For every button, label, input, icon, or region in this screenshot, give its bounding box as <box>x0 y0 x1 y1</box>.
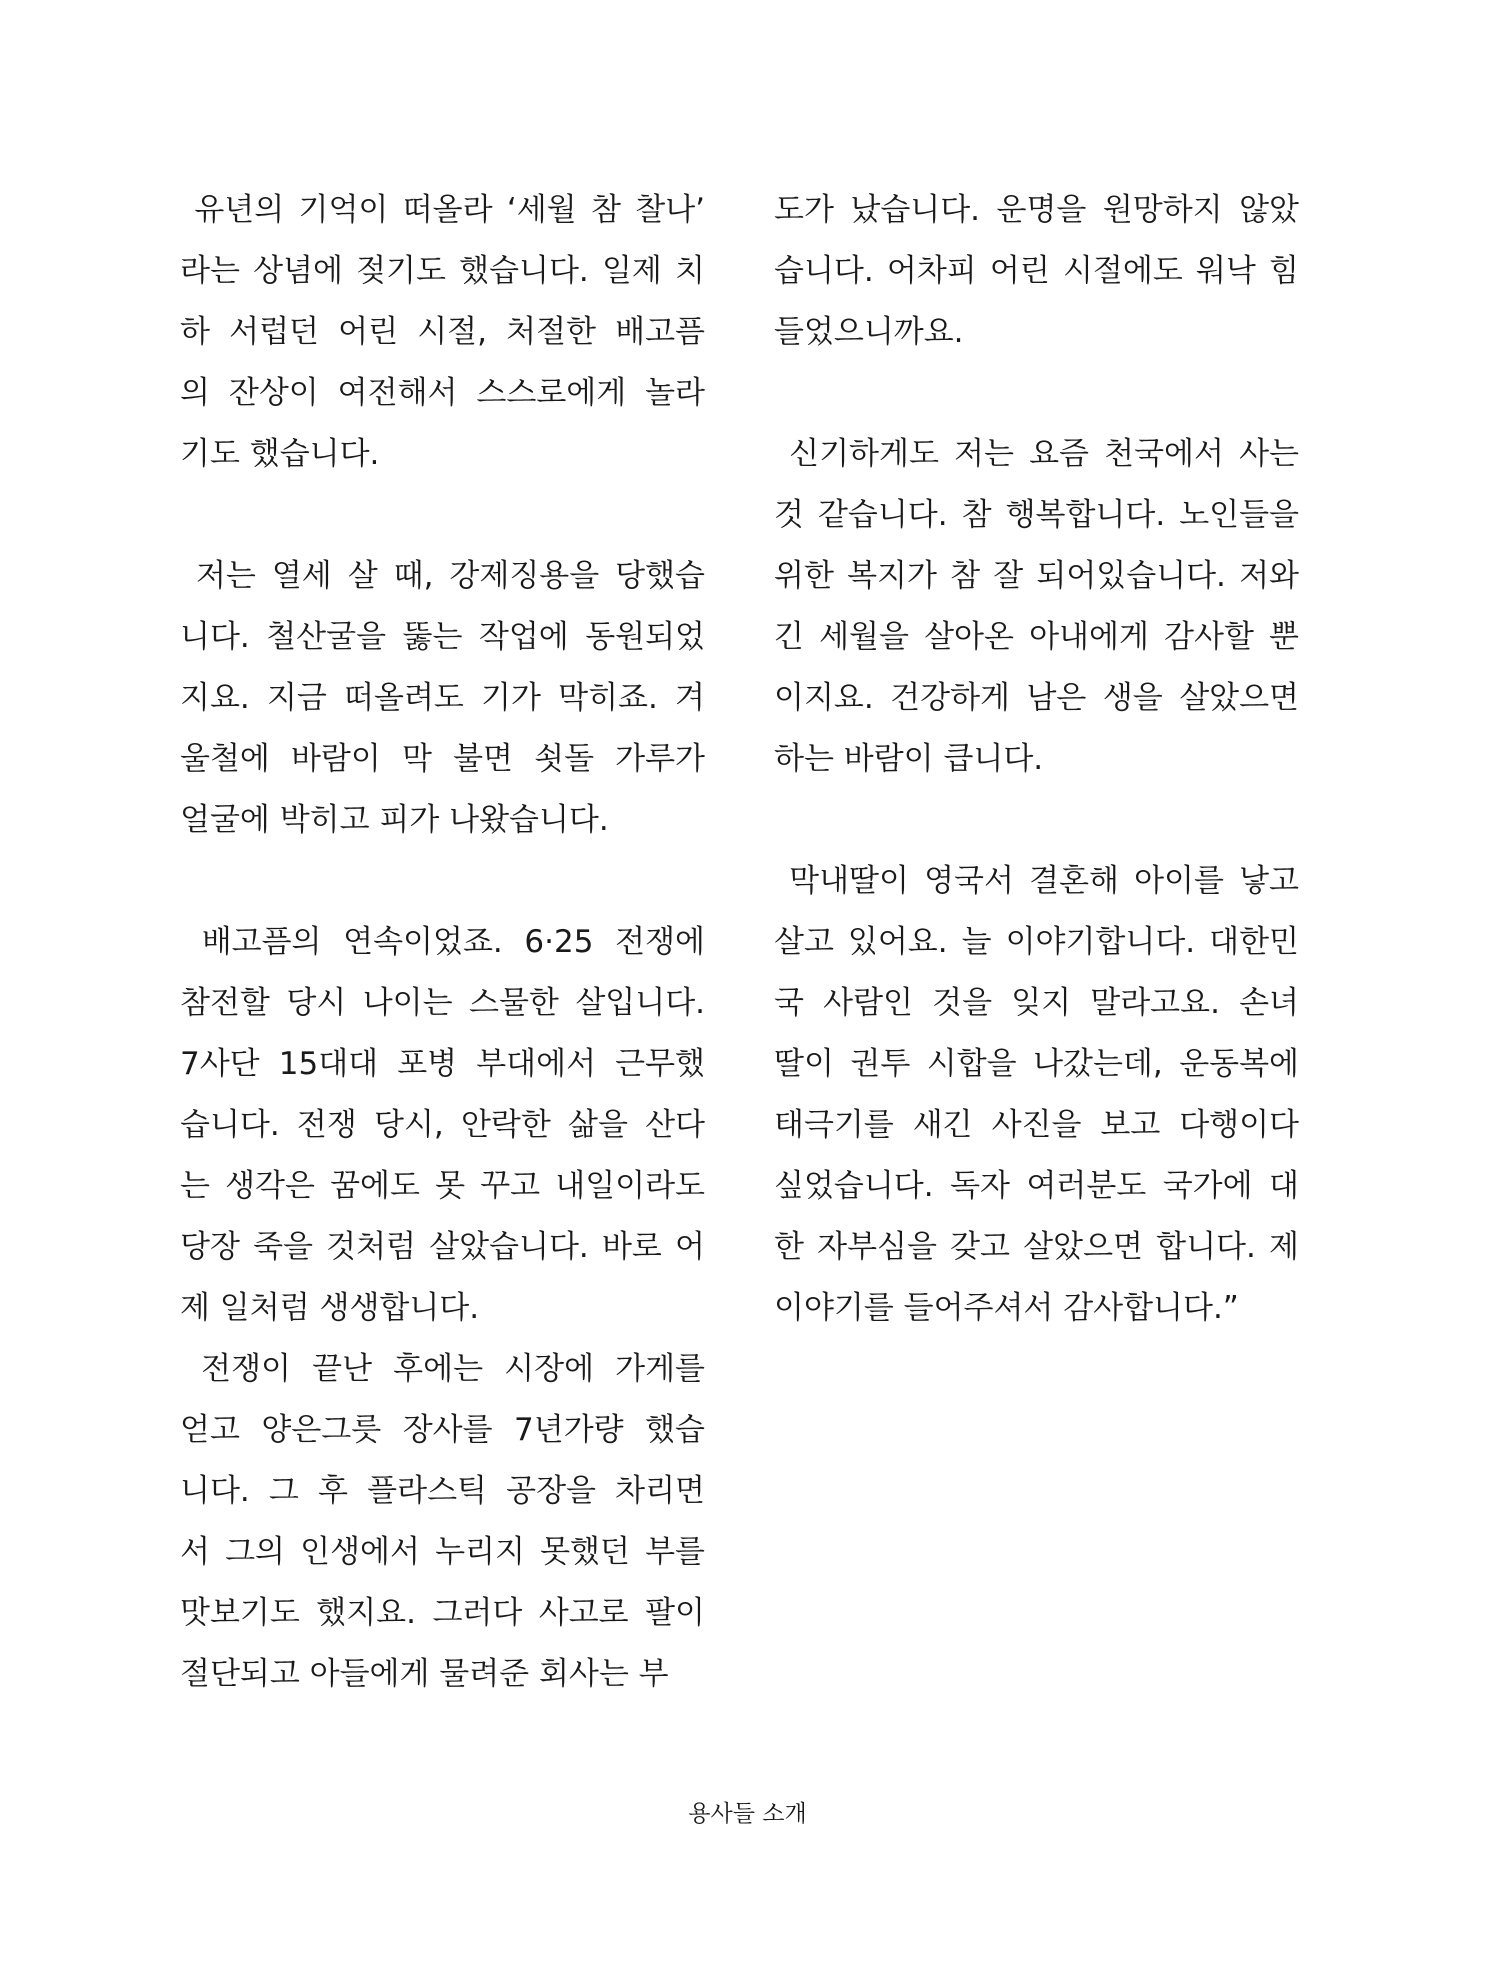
paragraph-gap <box>180 485 705 546</box>
text-line: 저는 열세 살 때, 강제징용을 당했습 <box>180 558 705 594</box>
text-line: 제 일처럼 생생합니다. <box>180 1290 480 1326</box>
text-line: 들었으니까요. <box>774 314 964 350</box>
text-line: 당장 죽을 것처럼 살았습니다. 바로 어 <box>180 1229 705 1265</box>
text-line: 유년의 기억이 떠올라 ‘세월 참 찰나’ <box>180 192 705 228</box>
text-line: 라는 상념에 젖기도 했습니다. 일제 치 <box>180 253 705 289</box>
text-line: 싶었습니다. 독자 여러분도 국가에 대 <box>774 1168 1299 1204</box>
text-line: 긴 세월을 살아온 아내에게 감사할 뿐 <box>774 619 1299 655</box>
text-line: 기도 했습니다. <box>180 436 380 472</box>
text-line: 얻고 양은그릇 장사를 7년가량 했습 <box>180 1412 705 1448</box>
text-line: 니다. 철산굴을 뚫는 작업에 동원되었 <box>180 619 705 655</box>
right-text-column <box>774 180 1299 1339</box>
text-line: 하 서럽던 어린 시절, 처절한 배고픔 <box>180 314 705 350</box>
text-line: 하는 바람이 큽니다. <box>774 741 1044 777</box>
text-line: 서 그의 인생에서 누리지 못했던 부를 <box>180 1534 705 1570</box>
text-line: 배고픔의 연속이었죠. 6·25 전쟁에 <box>180 924 705 960</box>
text-line: 지요. 지금 떠올려도 기가 막히죠. 겨 <box>180 680 705 716</box>
text-line: 국 사람인 것을 잊지 말라고요. 손녀 <box>774 985 1299 1021</box>
text-line: 막내딸이 영국서 결혼해 아이를 낳고 <box>774 863 1299 899</box>
text-line: 한 자부심을 갖고 살았으면 합니다. 제 <box>774 1229 1299 1265</box>
text-line: 전쟁이 끝난 후에는 시장에 가게를 <box>180 1351 705 1387</box>
text-line: 의 잔상이 여전해서 스스로에게 놀라 <box>180 375 705 411</box>
text-line: 맛보기도 했지요. 그러다 사고로 팔이 <box>180 1595 705 1631</box>
text-line: 도가 났습니다. 운명을 원망하지 않았 <box>774 192 1299 228</box>
paragraph-gap <box>774 790 1299 851</box>
text-line: 습니다. 전쟁 당시, 안락한 삶을 산다 <box>180 1107 705 1143</box>
text-line: 태극기를 새긴 사진을 보고 다행이다 <box>774 1107 1299 1143</box>
text-line: 습니다. 어차피 어린 시절에도 워낙 힘 <box>774 253 1299 289</box>
paragraph-gap <box>774 363 1299 424</box>
text-line: 위한 복지가 참 잘 되어있습니다. 저와 <box>774 558 1299 594</box>
text-line: 니다. 그 후 플라스틱 공장을 차리면 <box>180 1473 705 1509</box>
text-line: 는 생각은 꿈에도 못 꾸고 내일이라도 <box>180 1168 705 1204</box>
text-line: 이지요. 건강하게 남은 생을 살았으면 <box>774 680 1299 716</box>
left-text-column <box>180 180 705 1705</box>
text-line: 살고 있어요. 늘 이야기합니다. 대한민 <box>774 924 1299 960</box>
text-line: 울철에 바람이 막 불면 쇳돌 가루가 <box>180 741 705 777</box>
text-line: 참전할 당시 나이는 스물한 살입니다. <box>180 985 705 1021</box>
text-line: 절단되고 아들에게 물려준 회사는 부 <box>180 1656 669 1692</box>
text-line: 신기하게도 저는 요즘 천국에서 사는 <box>774 436 1299 472</box>
paragraph-gap <box>180 851 705 912</box>
text-line: 딸이 권투 시합을 나갔는데, 운동복에 <box>774 1046 1299 1082</box>
text-line: 얼굴에 박히고 피가 나왔습니다. <box>180 802 609 838</box>
page-footer-section-title: 용사들 소개 <box>688 1801 807 1827</box>
text-line: 것 같습니다. 참 행복합니다. 노인들을 <box>774 497 1299 533</box>
text-line: 7사단 15대대 포병 부대에서 근무했 <box>180 1046 705 1082</box>
text-line: 이야기를 들어주셔서 감사합니다.” <box>774 1290 1239 1326</box>
